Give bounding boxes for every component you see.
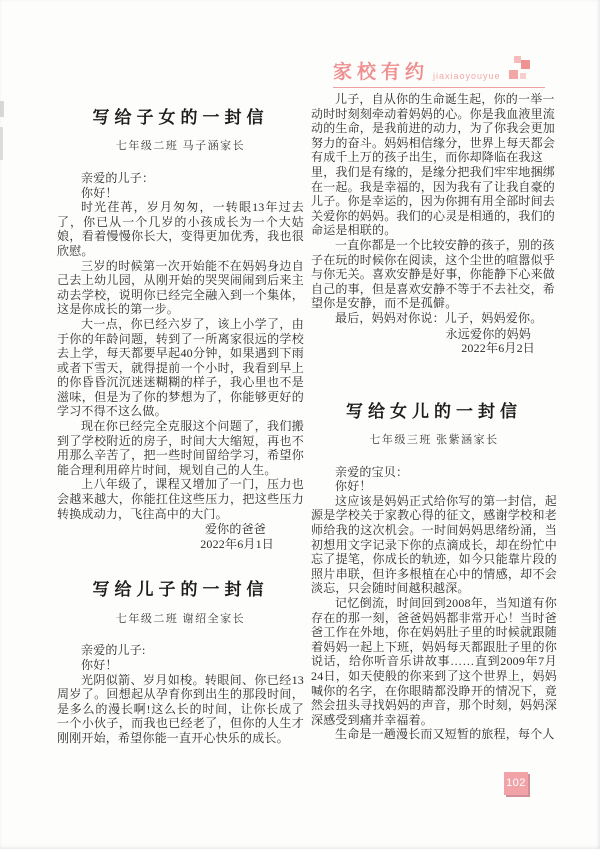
- paragraph: 记忆倒流，时间回到2008年，当知道有你存在的那一刻，爸爸妈妈都非常开心！当时爸爸工作在外地，你在妈妈肚子里的时候就跟随着妈妈一起上下班，妈妈每天都跟肚子里的你说话，给你听音乐讲故事……直到2009年7月24日，如天使般的你来到了这个世界上，妈妈喊你的名字，在你眼睛都没睁开的情况下，竟然会扭头寻找妈妈的声音，那个时刻，妈妈深深感受到痛并幸福着。: [311, 596, 557, 727]
- paragraph: 光阴似箭、岁月如梭。转眼间、你已经13周岁了。回想起从孕育你到出生的那段时间，是多么的漫长啊!这么长的时间，让你长成了一个小伙子，而我也已经老了，但你的人生才刚刚开始，希望你能一直开心快乐的成长。: [57, 672, 304, 745]
- letter-byline: 七年级二班 马子涵家长: [115, 140, 246, 153]
- paragraph: 儿子，自从你的生命诞生起，你的一举一动时时刻刻牵动着妈妈的心。你是我血液里流动的生命，是我前进的动力，为了你我会更加努力的奋斗。妈妈相信缘分，世界上每天都会有成千上万的孩子出生，而你却降临在我这里，我们是有缘的，是缘分把我们牢牢地捆绑在一起。我是幸福的，因为我有了让我自豪的儿子。你是幸运的，因为你拥有用全部时间去关爱你的妈妈。我们的心灵是相通的，我们的命运是相联的。: [311, 92, 556, 238]
- letter-body: [57, 171, 304, 551]
- letter-body: [57, 643, 304, 745]
- greeting: 你好！: [81, 185, 118, 200]
- salutation: 亲爱的儿子：: [81, 170, 155, 185]
- letter-byline: 七年级三班 张紫涵家长: [369, 434, 499, 447]
- greeting: 你好！: [81, 658, 118, 672]
- letter-2: [57, 580, 304, 745]
- section-title: 家校有约: [333, 62, 430, 83]
- paragraph: 这应该是妈妈正式给你写的第一封信，起源是学校关于家教心得的征文，感谢学校和老师给我的这次机会。一时间妈妈思绪纷涌，当初想用文字记录下你的点滴成长，却在纷忙中忘了提笔，你成长的轨迹，如今只能靠片段的照片串联，但许多根植在心中的情感，却不会淡忘，只会随时间越积越深。: [311, 493, 557, 596]
- section-header: [333, 56, 545, 88]
- letter-byline: 七年级二班 谢绍全家长: [115, 612, 246, 625]
- paragraph: 大一点，你已经六岁了，该上小学了，由于你的年龄问题，转到了一所离家很远的学校去上学，每天都要早起40分钟，如果遇到下雨或者下雪天，就得提前一个小时，我看到早上的你昏昏沉沉迷迷糊糊的样子，我心里也不是滋味，但是为了你的梦想为了，你能够更好的学习不得不这么做。: [57, 316, 304, 419]
- paragraph: 一直你都是一个比较安静的孩子，别的孩子在玩的时候你在阅读，这个尘世的喧嚣似乎与你无关。喜欢安静是好事，你能静下心来做自己的事，但是喜欢安静不等于不去社交，希望你是安静，而不是孤僻。: [311, 237, 556, 311]
- paragraph: 上八年级了，课程又增加了一门，压力也会越来越大，你能扛住这些压力，把这些压力转换成动力，飞往高中的大门。: [57, 477, 304, 521]
- paragraph: 时光荏苒，岁月匆匆，一转眼13年过去了，你已从一个几岁的小孩成长为一个大姑娘，看着慢慢你长大，变得更加优秀，我也很欣慰。: [57, 200, 304, 258]
- salutation: 亲爱的儿子:: [81, 643, 146, 658]
- salutation: 亲爱的宝贝：: [335, 464, 409, 479]
- signoff: 爱你的爸爸: [204, 522, 266, 537]
- letter-3: [311, 402, 557, 742]
- scan-edge-mark: [0, 127, 3, 160]
- sign-date: 2022年6月1日: [200, 536, 274, 551]
- letter-body: [311, 465, 557, 742]
- scan-edge-mark: [0, 101, 4, 117]
- paragraph: 最后，妈妈对你说：儿子，妈妈爱你。: [335, 310, 543, 325]
- letter-title: 写给儿子的一封信: [92, 580, 269, 600]
- greeting: 你好！: [335, 479, 372, 494]
- letter-title: 写给子女的一封信: [92, 108, 269, 127]
- letter-1: [57, 108, 304, 551]
- left-column: [57, 108, 304, 746]
- right-column: [311, 92, 557, 742]
- page-number-badge: 102: [504, 772, 528, 795]
- paragraph: 生命是一趟漫长而又短暂的旅程，每个人: [335, 727, 555, 742]
- sign-date: 2022年6月2日: [461, 341, 535, 356]
- letter-title: 写给女儿的一封信: [346, 401, 522, 421]
- paragraph: 三岁的时候第一次开始能不在妈妈身边自己去上幼儿园，从刚开始的哭哭闹闹到后来主动去学校，说明你已经完全融入到一个集体，这是你成长的第一步。: [57, 258, 304, 317]
- signoff: 永远爱你的妈妈: [445, 326, 531, 341]
- letter-continuation: [311, 92, 557, 356]
- pixel-squares-icon: [505, 56, 531, 82]
- paragraph: 现在你已经完全克服这个问题了，我们搬到了学校附近的房子，时间大大缩短，再也不用那么辛苦了，把一些时间留给学习，希望你能合理利用碎片时间，规划自己的人生。: [57, 419, 304, 477]
- section-title-pinyin: jiaxiaoyouyue: [433, 71, 501, 81]
